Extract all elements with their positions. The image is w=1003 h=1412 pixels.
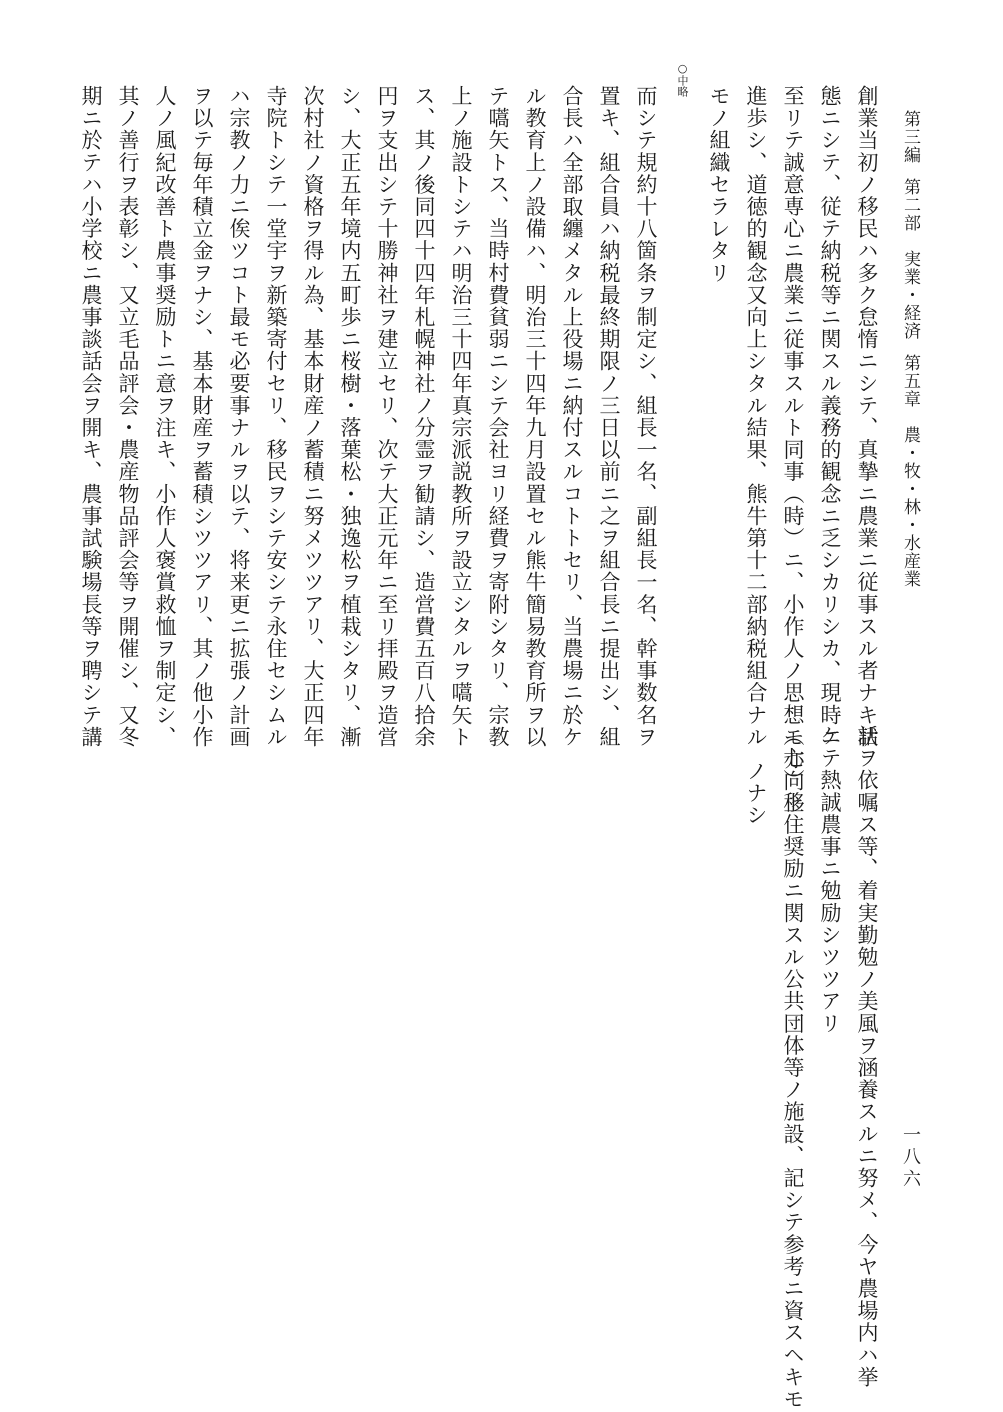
section-heading-column: （七）移住奨励ニ関スル公共団体等ノ施設、記シテ参考ニ資スヘキモ — [781, 725, 805, 1411]
part-label: 第二部 実業・経済 — [900, 178, 920, 340]
omission-note: ○中略 — [676, 62, 689, 97]
text-column: ノナシ — [744, 760, 768, 827]
running-header — [893, 110, 923, 670]
text-column: 期ニ於テハ小学校ニ農事談話会ヲ開キ、農事試験場長等ヲ聘シテ講 — [79, 85, 103, 748]
text-column: ス、其ノ後同四十四年札幌神社ノ分霊ヲ勧請シ、造営費五百八拾余 — [412, 85, 436, 748]
text-column: 其ノ善行ヲ表彰シ、又立毛品評会・農産物品評会等ヲ開催シ、又冬 — [116, 85, 140, 748]
text-column: 人ノ風紀改善ト農事奨励トニ意ヲ注キ、小作人褒賞救恤ヲ制定シ、 — [153, 85, 177, 748]
text-column: 進歩シ、道徳的観念又向上シタル結果、熊牛第十二部納税組合ナル — [744, 85, 768, 748]
text-column: モノ組織セラレタリ — [707, 85, 731, 284]
text-column: テ嚆矢トス、当時村費貧弱ニシテ会社ヨリ経費ヲ寄附シタリ、宗教 — [486, 85, 510, 748]
chapter-label: 第五章 農・牧・林・水産業 — [900, 354, 920, 588]
text-column: ヲ以テ毎年積立金ヲナシ、基本財産ヲ蓄積シツツアリ、其ノ他小作 — [190, 85, 214, 748]
text-column: ル教育上ノ設備ハ、明治三十四年九月設置セル熊牛簡易教育所ヲ以 — [523, 85, 547, 748]
text-column: ハ宗教ノ力ニ俟ツコト最モ必要事ナルヲ以テ、将来更ニ拡張ノ計画 — [227, 85, 251, 748]
text-column: 寺院トシテ一堂宇ヲ新築寄付セリ、移民ヲシテ安シテ永住セシムル — [264, 85, 288, 748]
page-number: 一八六 — [900, 1125, 921, 1191]
text-column: ケテ熱誠農事ニ勉励シツツアリ — [818, 725, 842, 1035]
text-column: 創業当初ノ移民ハ多ク怠惰ニシテ、真摯ニ農業ニ従事スル者ナキ状 — [855, 85, 879, 748]
text-column: 上ノ施設トシテハ明治三十四年真宗派説教所ヲ設立シタルヲ嚆矢ト — [449, 85, 473, 748]
text-column: 置キ、組合員ハ納税最終期限ノ三日以前ニ之ヲ組合長ニ提出シ、組 — [597, 85, 621, 748]
text-column: 話ヲ依嘱ス等、着実勤勉ノ美風ヲ涵養スルニ努メ、今ヤ農場内ハ挙 — [855, 725, 879, 1388]
text-column: 態ニシテ、従テ納税等ニ関スル義務的観念ニ乏シカリシカ、現時ニ — [818, 85, 842, 748]
text-column: 至リテ誠意専心ニ農業ニ従事スルト同事（時）ニ、小作人ノ思想モ亦向上 — [781, 85, 805, 815]
text-column: 次村社ノ資格ヲ得ル為、基本財産ノ蓄積ニ努メツツアリ、大正四年 — [301, 85, 325, 748]
volume-label: 第三編 — [900, 110, 920, 164]
text-column: 合長ハ全部取纏メタル上役場ニ納付スルコトトセリ、当農場ニ於ケ — [560, 85, 584, 748]
text-column: シ、大正五年境内五町歩ニ桜樹・落葉松・独逸松ヲ植栽シタリ、漸 — [338, 85, 362, 748]
text-column: 而シテ規約十八箇条ヲ制定シ、組長一名、副組長一名、幹事数名ヲ — [634, 85, 658, 748]
text-column: 円ヲ支出シテ十勝神社ヲ建立セリ、次テ大正元年ニ至リ拝殿ヲ造営 — [375, 85, 399, 748]
